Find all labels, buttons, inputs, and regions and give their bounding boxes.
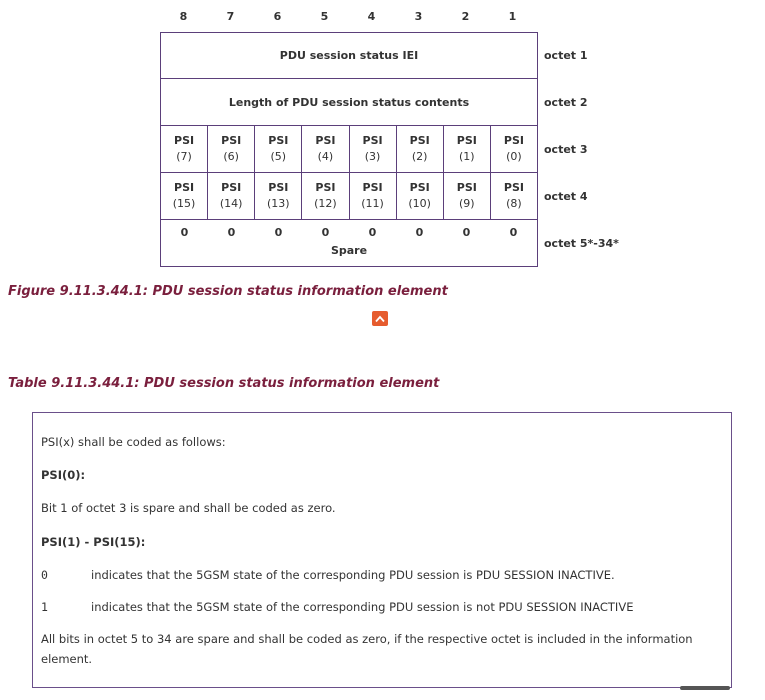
psi-index: (12) xyxy=(314,197,337,210)
psi-index: (11) xyxy=(361,197,384,210)
psi-index: (3) xyxy=(364,150,381,163)
figure-caption: Figure 9.11.3.44.1: PDU session status information element xyxy=(8,284,448,299)
psi-name: PSI xyxy=(503,181,524,194)
spare-bit: 0 xyxy=(509,226,518,239)
psi-cell xyxy=(161,173,208,219)
psi-index: (0) xyxy=(506,150,522,163)
psi-index: (14) xyxy=(219,197,243,210)
length-row: Length of PDU session status contents xyxy=(160,79,538,126)
table-caption: Table 9.11.3.44.1: PDU session status information element xyxy=(8,376,440,391)
psi-index: (8) xyxy=(506,197,522,210)
octet-labels xyxy=(544,32,654,267)
octet-label: octet 1 xyxy=(544,49,588,62)
spare-bit: 0 xyxy=(180,226,189,239)
table-footer-note: All bits in octet 5 to 34 are spare and shall be coded as zero, if the respective octet is included in the information element. xyxy=(41,632,693,666)
iei-row: PDU session status IEI xyxy=(160,32,538,79)
psi-name: PSI xyxy=(221,134,242,147)
ie-format-diagram xyxy=(160,32,538,267)
psi-name: PSI xyxy=(362,134,383,147)
psi0-heading: PSI(0): xyxy=(41,468,86,482)
psi-name: PSI xyxy=(362,181,383,194)
psi-name: PSI xyxy=(315,181,336,194)
bit-number-header xyxy=(160,10,536,32)
psi0-text: Bit 1 of octet 3 is spare and shall be coded as zero. xyxy=(41,501,336,515)
psi-cell xyxy=(491,173,537,219)
psi-cell xyxy=(350,126,397,172)
psi-name: PSI xyxy=(221,181,242,194)
spare-bit: 0 xyxy=(321,226,330,239)
octet-label: octet 2 xyxy=(544,96,588,109)
bit-number: 6 xyxy=(273,10,282,23)
value-code: 0 xyxy=(41,568,48,582)
psi-cell xyxy=(444,173,491,219)
psi-name: PSI xyxy=(456,181,477,194)
octet3-row xyxy=(160,126,538,173)
psi-cell xyxy=(397,126,444,172)
psi-name: PSI xyxy=(174,134,195,147)
spare-row xyxy=(160,220,538,267)
psi-index: (2) xyxy=(411,150,428,163)
spare-bit: 0 xyxy=(462,226,471,239)
psi-cell xyxy=(397,173,444,219)
bit-number: 7 xyxy=(226,10,235,23)
psi-cell xyxy=(255,173,302,219)
psi-index: (15) xyxy=(172,197,196,210)
psi-cell xyxy=(208,126,255,172)
psi-name: PSI xyxy=(268,134,289,147)
bit-number: 8 xyxy=(179,10,188,23)
ie-description-table xyxy=(32,412,732,688)
octet-label: octet 5*-34* xyxy=(544,237,619,250)
psi-index: (6) xyxy=(223,150,239,163)
psi-cell xyxy=(208,173,255,219)
psi-name: PSI xyxy=(456,134,477,147)
psi1-15-heading: PSI(1) - PSI(15): xyxy=(41,535,146,549)
collapse-up-icon[interactable] xyxy=(372,311,388,326)
spare-bit: 0 xyxy=(368,226,377,239)
spare-label: Spare xyxy=(330,244,368,257)
psi-index: (13) xyxy=(267,197,290,210)
psi-index: (1) xyxy=(459,150,475,163)
psi-index: (7) xyxy=(176,150,192,163)
psi-cell xyxy=(302,173,349,219)
psi-cell xyxy=(350,173,397,219)
value-code: 1 xyxy=(41,600,48,614)
octet-label: octet 4 xyxy=(544,190,588,203)
psi-index: (9) xyxy=(459,197,475,210)
bit-number: 1 xyxy=(508,10,517,23)
psi-name: PSI xyxy=(409,181,430,194)
psi-cell xyxy=(161,126,208,172)
psi-name: PSI xyxy=(315,134,336,147)
spare-bit: 0 xyxy=(415,226,424,239)
psi-cell xyxy=(255,126,302,172)
bit-number: 4 xyxy=(367,10,376,23)
psi-index: (5) xyxy=(270,150,287,163)
spare-bit-values xyxy=(161,226,537,239)
chevron-up-icon xyxy=(375,315,385,323)
psi-cell xyxy=(444,126,491,172)
value-description: indicates that the 5GSM state of the corresponding PDU session is PDU SESSION INACTIVE. xyxy=(91,568,615,582)
psi-name: PSI xyxy=(503,134,524,147)
bit-number: 5 xyxy=(320,10,329,23)
spare-bit: 0 xyxy=(274,226,283,239)
octet4-row xyxy=(160,173,538,220)
bit-number: 3 xyxy=(414,10,423,23)
psi-name: PSI xyxy=(174,181,195,194)
psi-cell xyxy=(302,126,349,172)
psi-name: PSI xyxy=(409,134,430,147)
spare-bit: 0 xyxy=(227,226,236,239)
table-intro: PSI(x) shall be coded as follows: xyxy=(41,435,226,449)
octet-label: octet 3 xyxy=(544,143,588,156)
psi-cell xyxy=(491,126,537,172)
psi-index: (10) xyxy=(408,197,431,210)
value-description: indicates that the 5GSM state of the corresponding PDU session is not PDU SESSION INACTIVE xyxy=(91,600,634,614)
psi-index: (4) xyxy=(317,150,334,163)
psi-name: PSI xyxy=(268,181,289,194)
bit-number: 2 xyxy=(461,10,470,23)
horizontal-scrollbar[interactable] xyxy=(680,686,730,690)
